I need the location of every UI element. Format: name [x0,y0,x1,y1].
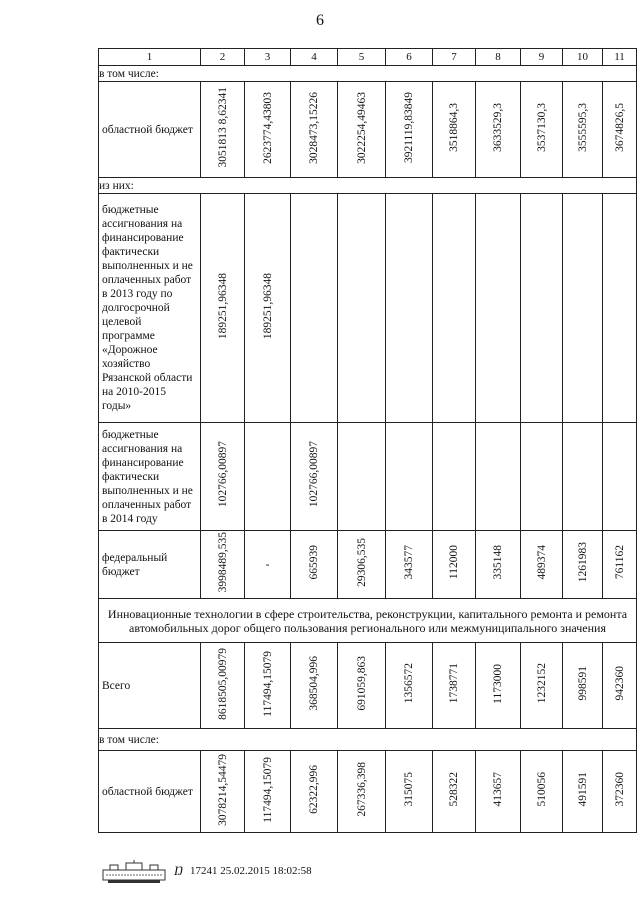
value-cell [563,423,603,531]
column-header: 4 [291,49,338,66]
value-cell [603,423,637,531]
value-cell [563,643,603,729]
cell-value: 117494,15079 [261,756,274,823]
column-header: 6 [386,49,433,66]
subheading-label: из них: [99,178,637,194]
subheading-label: в том числе: [99,66,637,82]
cell-value: 413657 [492,772,504,807]
cell-value: 3633529,3 [492,103,504,152]
cell-value: 3518864,3 [448,103,460,152]
value-cell [291,751,338,833]
value-cell [291,531,338,599]
cell-value: 189251,96348 [261,272,274,340]
value-cell [603,643,637,729]
value-cell [433,751,476,833]
value-cell [476,423,521,531]
value-cell [338,643,386,729]
value-cell [433,82,476,178]
value-cell [386,423,433,531]
cell-value: 62322,996 [308,765,320,814]
cell-value: 343577 [403,545,415,580]
cell-value: 1356572 [403,663,415,704]
cell-value: 3921119,83849 [403,91,415,164]
value-cell [433,423,476,531]
value-cell [433,194,476,423]
value-cell [476,751,521,833]
value-cell [521,82,563,178]
column-header: 9 [521,49,563,66]
value-cell [563,82,603,178]
cell-value: 189251,96348 [216,272,229,340]
cell-value: 102766,00897 [308,441,320,508]
value-cell [201,531,245,599]
cell-value: 3674826,5 [613,103,626,152]
value-cell [291,643,338,729]
cell-value: 3028473,15226 [308,91,320,164]
section-title-row [99,599,637,643]
column-header: 11 [603,49,637,66]
cell-value: 315075 [403,772,415,807]
value-cell [245,751,291,833]
value-cell [338,531,386,599]
cell-value: 1261983 [576,542,589,583]
row-label: областной бюджет [99,751,201,833]
column-header: 7 [433,49,476,66]
value-cell [521,531,563,599]
column-header: 3 [245,49,291,66]
column-header: 2 [201,49,245,66]
column-header: 1 [99,49,201,66]
value-cell [291,423,338,531]
column-header: 8 [476,49,521,66]
cell-value: 117494,15079 [261,650,274,717]
table-row [99,531,637,599]
cell-value: 528322 [448,772,460,807]
value-cell [386,531,433,599]
value-cell [245,82,291,178]
value-cell [291,194,338,423]
cell-value: 510056 [535,772,548,807]
cell-value: 665939 [308,545,320,580]
subheading-row [99,729,637,751]
table-row [99,643,637,729]
value-cell [521,643,563,729]
value-cell [245,643,291,729]
value-cell [338,751,386,833]
registration-stamp: 17241 25.02.2015 18:02:58 [190,865,312,877]
value-cell [603,751,637,833]
cell-value: 3537130,3 [535,103,548,152]
cell-value: 761162 [613,545,626,580]
subheading-row [99,66,637,82]
cell-value: 102766,00897 [216,441,229,508]
value-cell [433,643,476,729]
cell-value: 368504,996 [308,656,320,711]
table-row [99,194,637,423]
cell-value: 1173000 [492,663,504,704]
subheading-label: в том числе: [99,729,637,751]
registry-seal-icon [102,860,166,884]
value-cell [338,423,386,531]
value-cell [476,82,521,178]
value-cell [201,82,245,178]
column-header: 5 [338,49,386,66]
budget-table [98,48,637,833]
value-cell [563,531,603,599]
row-label: бюджетные ассигнования на финансирование фактически выполненных и не оплаченных работ в 2014 году [99,423,201,531]
value-cell [563,751,603,833]
cell-value: 8618505,00979 [216,647,229,720]
cell-value: 3051813 8,62341 [216,87,229,168]
cell-value: 29306,535 [355,538,368,587]
row-label: бюджетные ассигнования на финансирование фактически выполненных и не оплаченных работ в 2013 году по долгосрочной целевой программе «Дорожное хозяйство Рязанской области на 2010-2015 годы» [99,194,201,423]
value-cell [386,82,433,178]
value-cell [338,194,386,423]
document-footer [102,860,522,882]
cell-value: 942360 [613,666,626,701]
header-row [99,49,637,66]
value-cell [563,194,603,423]
cell-value: 335148 [492,545,504,580]
value-cell [291,82,338,178]
value-cell [521,751,563,833]
value-cell [201,194,245,423]
value-cell [201,423,245,531]
cell-value: 3022254,49463 [355,91,368,164]
cell-value: 691059,863 [355,656,368,711]
table-row [99,423,637,531]
table-row [99,751,637,833]
value-cell [201,751,245,833]
value-cell [476,194,521,423]
cell-value: 1232152 [535,663,548,704]
page-number: 6 [316,12,324,29]
row-label: Всего [99,643,201,729]
cell-value: 3078214,54479 [216,753,229,826]
cell-value: - [265,558,270,571]
value-cell [603,82,637,178]
cell-value: 2623774,43803 [261,91,274,164]
signature-mark: Ŋ [174,863,184,878]
column-header: 10 [563,49,603,66]
value-cell [201,643,245,729]
cell-value: 112000 [448,545,460,580]
value-cell [245,531,291,599]
value-cell [386,194,433,423]
value-cell [386,751,433,833]
value-cell [521,423,563,531]
cell-value: 3555595,3 [576,103,589,152]
value-cell [476,531,521,599]
value-cell [433,531,476,599]
table-row [99,82,637,178]
value-cell [338,82,386,178]
subheading-row [99,178,637,194]
cell-value: 491591 [576,772,589,807]
value-cell [603,194,637,423]
value-cell [603,531,637,599]
value-cell [386,643,433,729]
cell-value: 489374 [535,545,548,580]
cell-value: 3998489,535 [216,532,229,593]
value-cell [245,423,291,531]
row-label: федеральный бюджет [99,531,201,599]
value-cell [476,643,521,729]
value-cell [521,194,563,423]
value-cell [245,194,291,423]
cell-value: 267336,398 [355,762,368,817]
cell-value: 998591 [576,666,589,701]
cell-value: 1738771 [448,663,460,704]
row-label: областной бюджет [99,82,201,178]
cell-value: 372360 [613,772,626,807]
section-title: Инновационные технологии в сфере строительства, реконструкции, капитального ремонта и ремонта автомобильных дорог общего пользования регионального или межмуниципального значения [99,599,637,643]
